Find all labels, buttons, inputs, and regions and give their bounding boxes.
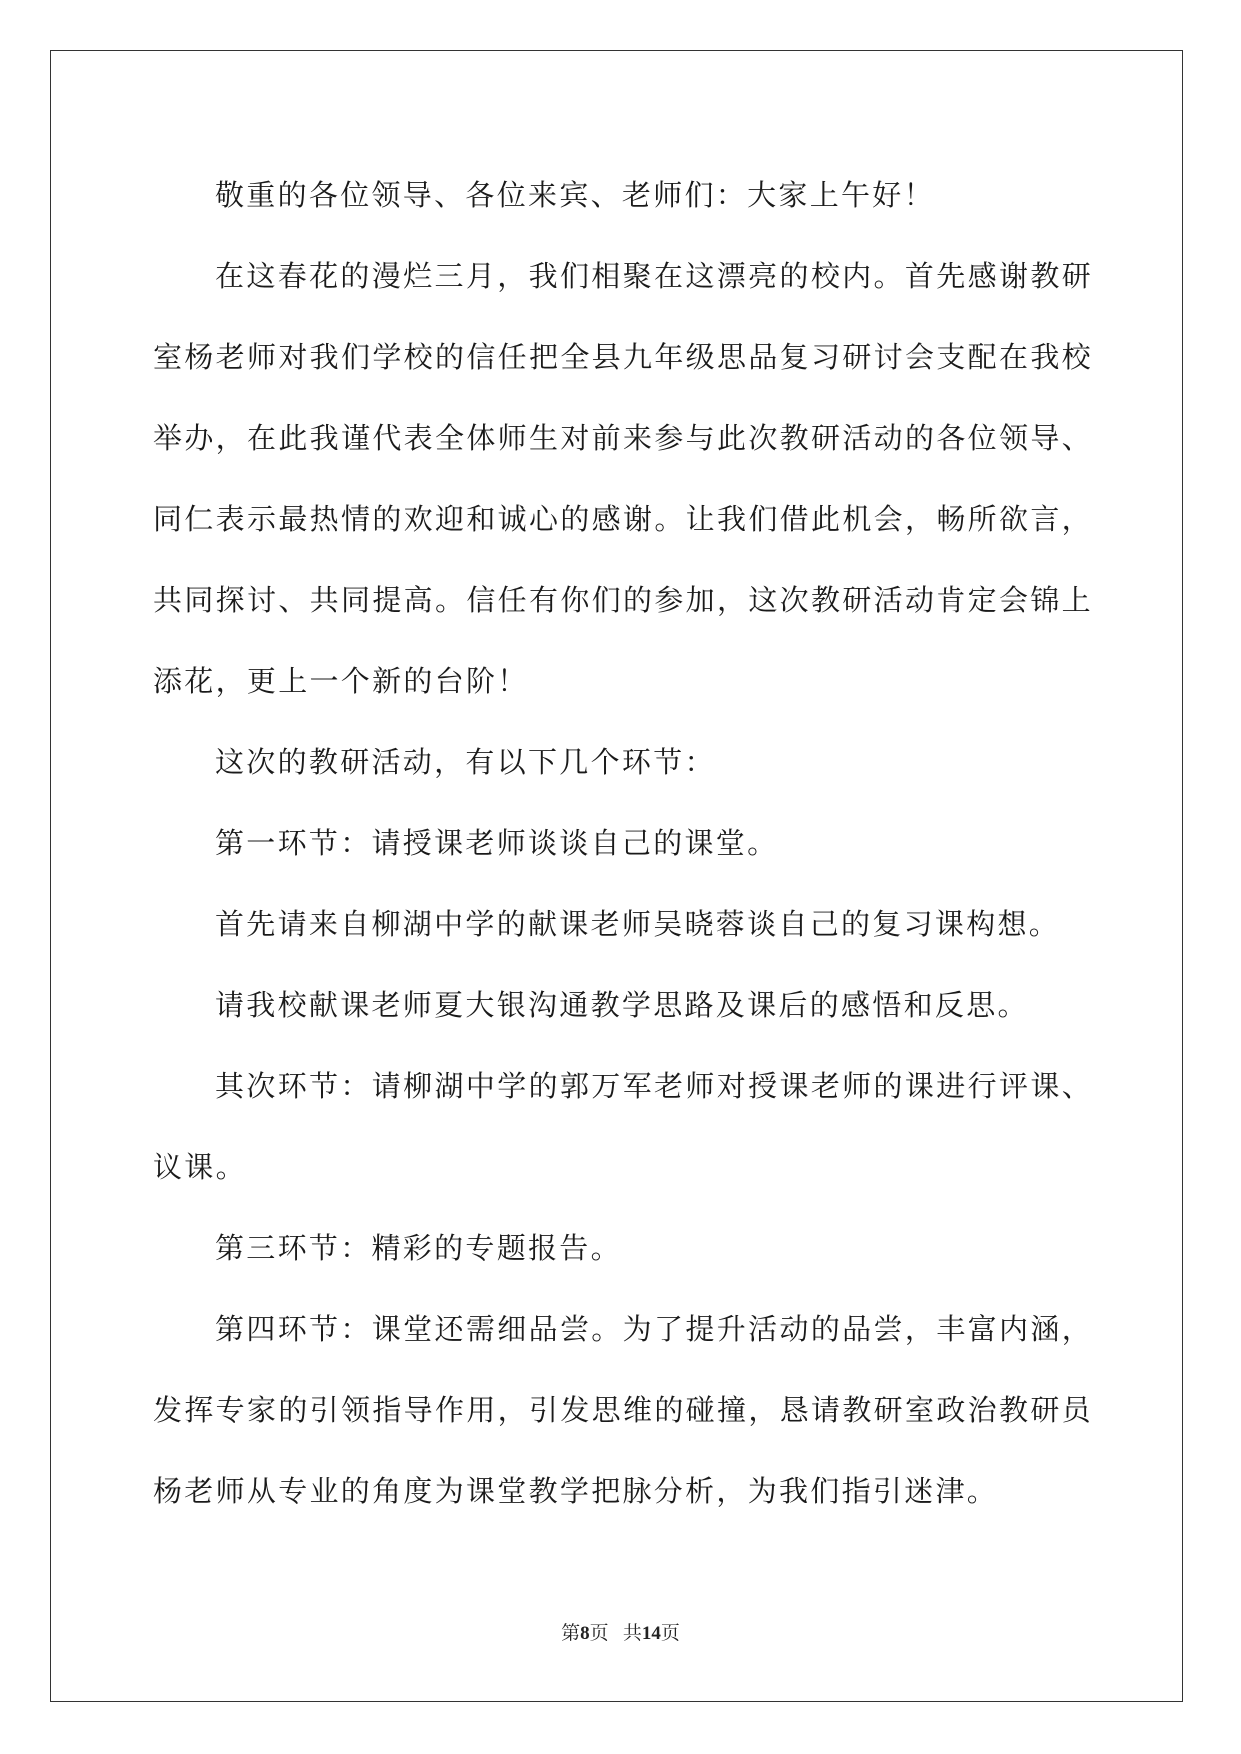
paragraph-agenda-intro: 这次的教研活动，有以下几个环节： [215,745,716,779]
document-body [153,155,1093,1532]
page-footer [0,1618,1241,1645]
paragraph-session-1: 第一环节：请授课老师谈谈自己的课堂。 [215,826,779,860]
paragraph-session-1-speaker-1: 首先请来自柳湖中学的献课老师吴晓蓉谈自己的复习课构想。 [215,907,1061,941]
page-number-suffix: 页 [589,1623,609,1644]
page-total-suffix: 页 [660,1623,680,1644]
paragraph-welcome: 在这春花的漫烂三月，我们相聚在这漂亮的校内。首先感谢教研室杨老师对我们学校的信任把全县九年级思品复习研讨会支配在我校举办，在此我谨代表全体师生对前来参与此次教研活动的各位领导、同仁表示最热情的欢迎和诚心的感谢。让我们借此机会，畅所欲言，共同探讨、共同提高。信任有你们的参加，这次教研活动肯定会锦上添花，更上一个新的台阶！ [153,259,1093,698]
paragraph-session-4: 第四环节：课堂还需细品尝。为了提升活动的品尝，丰富内涵，发挥专家的引领指导作用，引发思维的碰撞，恳请教研室政治教研员杨老师从专业的角度为课堂教学把脉分析，为我们指引迷津。 [153,1312,1093,1508]
paragraph-session-2: 其次环节：请柳湖中学的郭万军老师对授课老师的课进行评课、议课。 [153,1069,1093,1184]
page-total-prefix: 共 [622,1623,642,1644]
page-number-current: 8 [580,1623,590,1644]
paragraph-session-3: 第三环节：精彩的专题报告。 [215,1231,622,1265]
paragraph-session-1-speaker-2: 请我校献课老师夏大银沟通教学思路及课后的感悟和反思。 [215,988,1029,1022]
page-number-prefix: 第 [561,1623,581,1644]
page-total: 14 [641,1623,661,1644]
paragraph-greeting: 敬重的各位领导、各位来宾、老师们：大家上午好！ [215,178,935,212]
